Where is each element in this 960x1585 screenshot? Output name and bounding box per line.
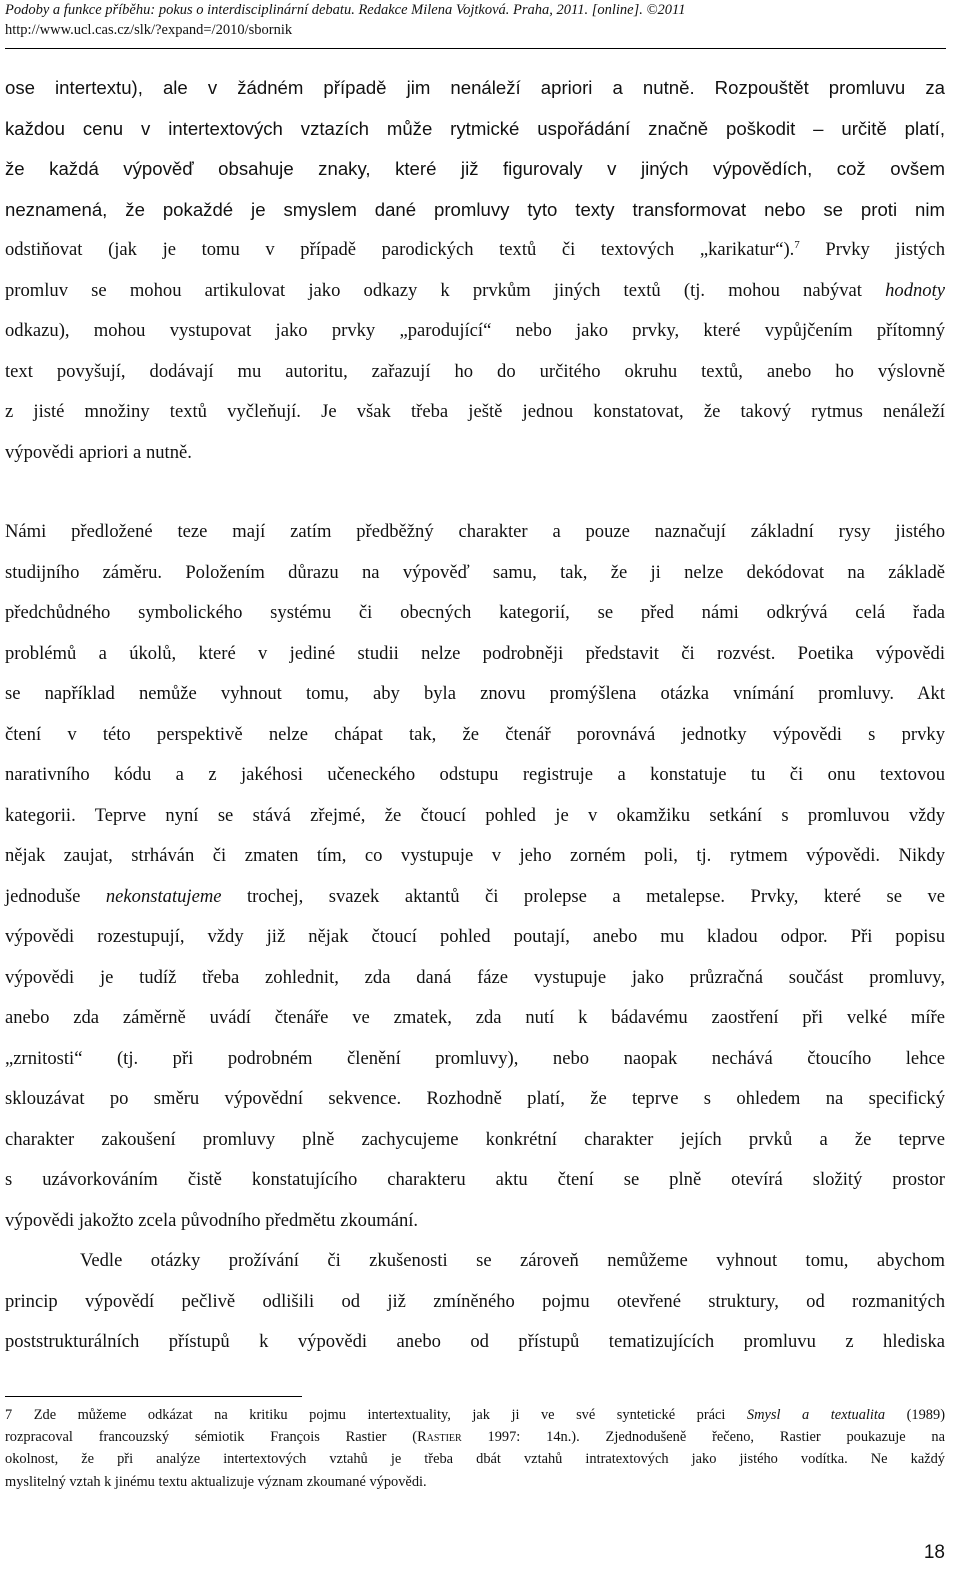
header-citation: Podoby a funkce příběhu: pokus o interdisciplinární debatu. Redakce Milena Vojtková. Praha, 2011. [online]. ©2011 <box>5 2 686 18</box>
footnote-reference[interactable]: 7 <box>794 238 800 251</box>
page-number: 18 <box>923 1542 945 1563</box>
text-line: kategorii. Teprve nyní se stává zřejmé, že čtoucí pohled je v okamžiku setkání s promluvou vždy <box>5 804 945 826</box>
text-line: odkazu), mohou vystupovat jako prvky „parodující“ nebo jako prvky, které vypůjčením přítomný <box>5 320 945 341</box>
emphasized-word: nekonstatujeme <box>105 885 222 907</box>
text-line: Námi předložené teze mají zatím předběžný charakter a pouze naznačují základní rysy jistého <box>5 521 945 542</box>
text-line: sklouzávat po směru výpovědní sekvence. Rozhodně platí, že teprve s ohledem na specifický <box>5 1088 945 1109</box>
text-line: studijního záměru. Položením důrazu na výpověď samu, tak, že ji nelze dekódovat na základě <box>5 561 945 583</box>
text-segment: mohou nabývat <box>728 279 886 301</box>
text-line: nějak zaujat, strháván či zmaten tím, co vystupuje v jeho zorném poli, tj. rytmem výpovědi. Nikdy <box>5 845 945 866</box>
text-line: čtení v této perspektivě nelze chápat tak, že čtenář porovnává jednotky výpovědi s prvky <box>5 723 945 745</box>
text-segment: jednoduše <box>5 885 106 907</box>
text-line: výpovědi jakožto zcela původního předmětu zkoumání. <box>5 1209 419 1231</box>
text-line: ose intertextu), ale v žádném případě jim nenáleží apriori a nutně. Rozpouštět promluvu za <box>5 77 945 98</box>
text-segment: Prvky jistých <box>799 239 945 260</box>
text-line: výpovědi apriori a nutně. <box>5 441 192 463</box>
text-line: „zrnitosti“ (tj. při podrobném členění promluvy), nebo naopak nechává čtoucího lehce <box>5 1047 945 1069</box>
text-line: výpovědi je tudíž třeba zohlednit, zda daná fáze vystupuje jako průzračná součást promluvy, <box>5 966 945 988</box>
text-line: výpovědi rozestupují, vždy již nějak čtoucí pohled poutají, anebo mu kladou odpor. Při popisu <box>5 926 945 947</box>
main-text <box>5 68 945 1363</box>
paragraph-3 <box>5 1241 945 1363</box>
text-line: se například nemůže vyhnout tomu, aby byla znovu promýšlena otázka vnímání promluvy. Akt <box>5 683 945 704</box>
footnote-line <box>5 1426 945 1448</box>
running-header <box>5 0 945 40</box>
text-segment: 7 Zde můžeme odkázat na kritiku pojmu intertextuality, jak ji ve své syntetické práci <box>5 1407 747 1423</box>
header-divider <box>5 48 946 49</box>
header-url: http://www.ucl.cas.cz/slk/?expand=/2010/sbornik <box>5 22 293 38</box>
paragraph-1 <box>5 68 945 473</box>
text-line: každou cenu v intertextových vztazích může rytmické uspořádání značně poškodit – určitě platí, <box>5 117 945 139</box>
text-line: s uzávorkováním čistě konstatujícího charakteru aktu čtení se plně otevírá složitý prostor <box>5 1169 945 1190</box>
book-title: Smysl a textualita <box>746 1407 886 1423</box>
emphasized-word: hodnoty <box>885 279 945 301</box>
text-segment: rozpracoval francouzský sémiotik François Rastier ( <box>5 1429 418 1446</box>
text-segment: (1989) <box>885 1407 945 1423</box>
footnote-line <box>5 1404 945 1426</box>
text-segment: promluv se mohou artikulovat jako odkazy k prvkům jiných textů (tj. <box>5 279 706 301</box>
text-line: narativního kódu a z jakéhosi učeneckého odstupu registruje a konstatuje tu či onu textovou <box>5 764 945 785</box>
text-segment: odstiňovat (jak je tomu v případě parodických textů či textových „karikatur“). <box>5 239 795 260</box>
footnote-line: myslitelný vztah k jinému textu aktualizuje význam zkoumané výpovědi. <box>5 1473 427 1490</box>
paragraph-gap <box>5 473 945 512</box>
footnote-divider <box>5 1396 302 1397</box>
text-line: z jisté množiny textů vyčleňují. Je však třeba ještě jednou konstatovat, že takový rytmus nenáleží <box>5 401 945 422</box>
text-line: předchůdného symbolického systému či obecných kategorií, se před námi odkrývá celá řada <box>5 602 945 623</box>
text-line: poststrukturálních přístupů k výpovědi anebo od přístupů tematizujících promluvu z hlediska <box>5 1331 945 1352</box>
text-line: problémů a úkolů, které v jediné studii nelze podrobněji představit či rozvést. Poetika výpovědi <box>5 642 945 664</box>
text-line: Vedle otázky prožívání či zkušenosti se zároveň nemůžeme vyhnout tomu, abychom <box>80 1250 945 1271</box>
text-line: anebo zda záměrně uvádí čtenáře ve zmatek, zda nutí k bádavému zaostření při velké míře <box>5 1007 945 1028</box>
text-segment: 1997: 14n.). Zjednodušeně řečeno, Rastier poukazuje na <box>461 1429 946 1446</box>
text-line <box>5 271 945 312</box>
footnote-line: okolnost, že při analýze intertextových vztahů je třeba dbát vztahů intratextových jako jistého vodítka. Ne každý <box>5 1451 945 1468</box>
text-line <box>5 877 945 918</box>
author-name: Rastier <box>417 1429 462 1446</box>
text-line: princip výpovědí pečlivě odlišili od již zmíněného pojmu otevřené struktury, od rozmanitých <box>5 1290 945 1312</box>
text-line: text povyšují, dodávají mu autoritu, zařazují ho do určitého okruhu textů, anebo ho výslovně <box>5 360 945 382</box>
paragraph-2 <box>5 512 945 1241</box>
text-segment: trochej, svazek aktantů či prolepse a metalepse. Prvky, které se ve <box>221 885 946 907</box>
text-line <box>5 230 945 271</box>
text-line: neznamená, že pokaždé je smyslem dané promluvy tyto texty transformovat nebo se proti nim <box>5 198 945 220</box>
text-line: charakter zakoušení promluvy plně zachycujeme konkrétní charakter jejích prvků a že teprve <box>5 1128 945 1150</box>
text-line: že každá výpověď obsahuje znaky, které již figurovaly v jiných výpovědích, což ovšem <box>5 158 945 179</box>
footnote-7 <box>5 1404 945 1493</box>
